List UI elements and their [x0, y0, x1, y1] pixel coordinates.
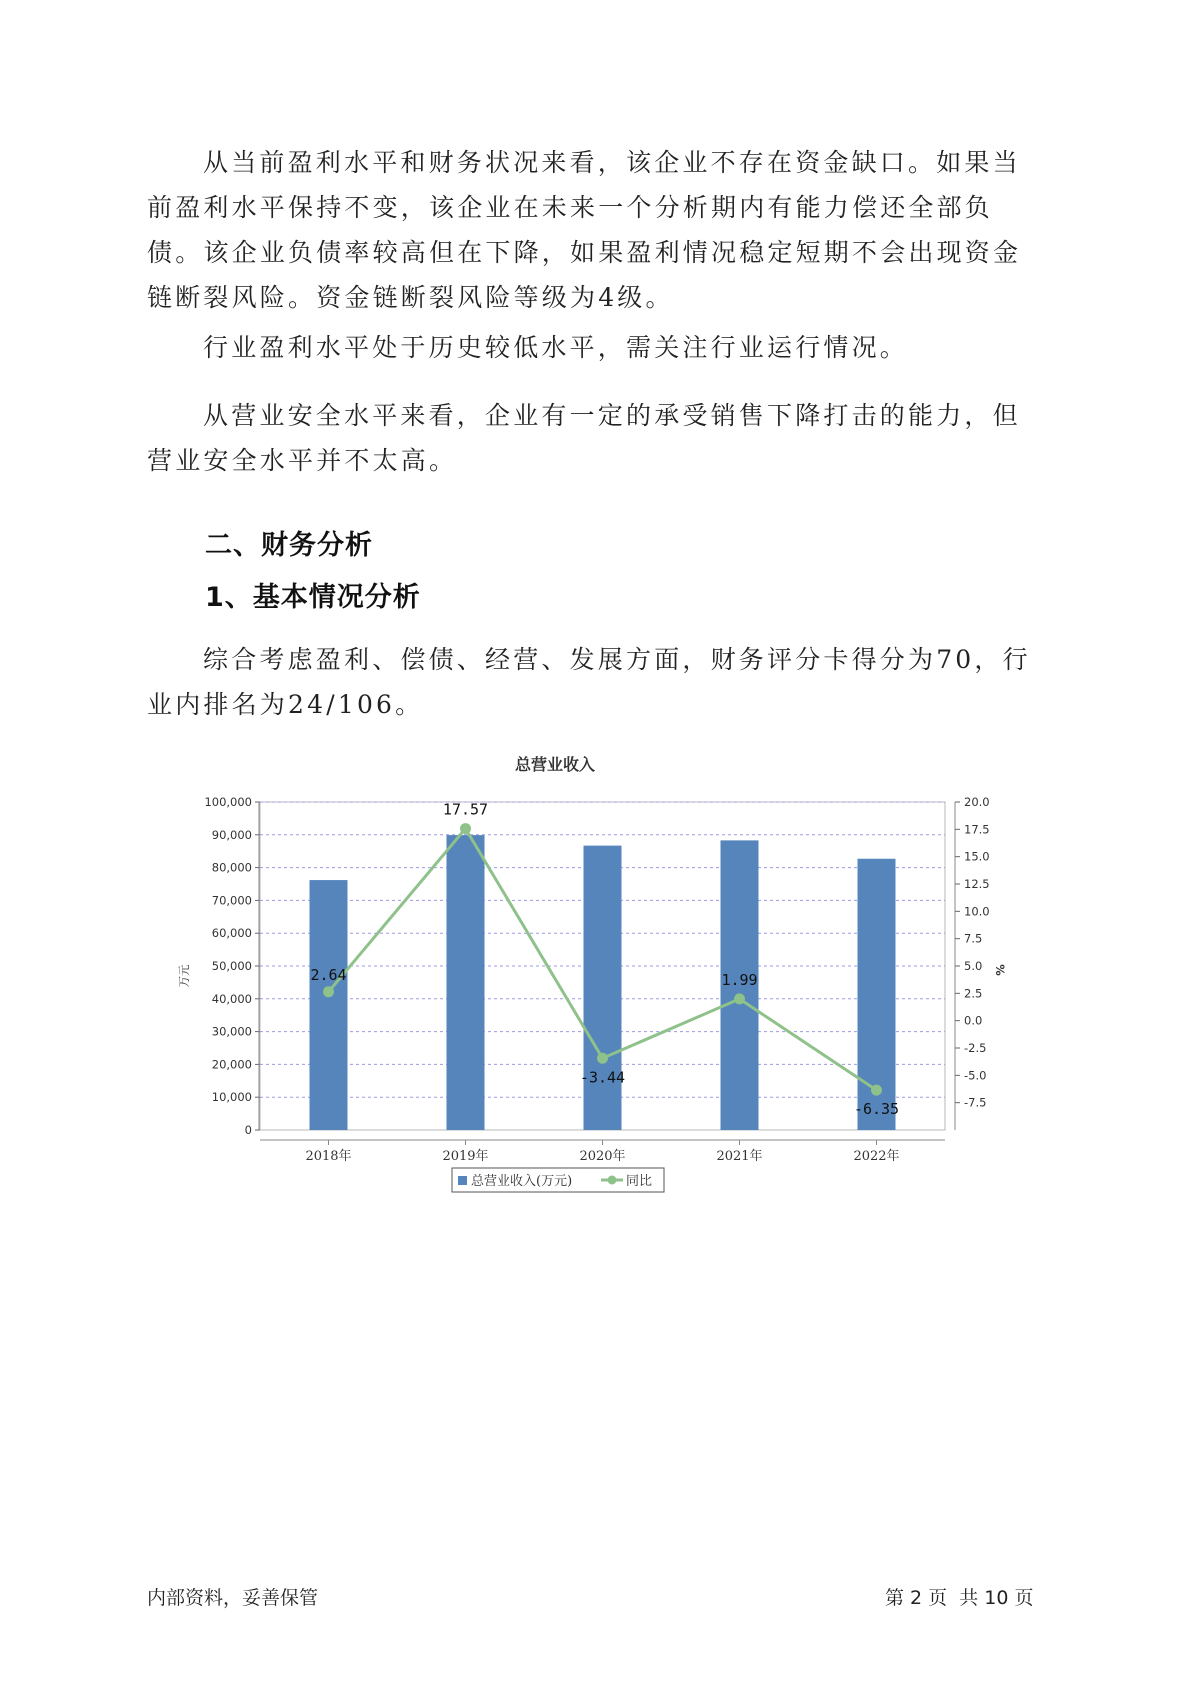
right-tick-label: -2.5: [964, 1041, 987, 1055]
right-tick-label: 5.0: [964, 959, 983, 973]
left-axis-title: 万元: [177, 964, 191, 988]
subsection-heading: 1、基本情况分析: [205, 582, 421, 613]
yoy-data-label: -3.44: [579, 1068, 626, 1087]
yoy-data-label: 2.64: [310, 965, 347, 984]
paragraph-industry-profit: [147, 325, 1047, 370]
bar-2018年: [310, 880, 348, 1130]
footer-confidential: 内部资料，妥善保管: [147, 1587, 319, 1609]
right-axis-title: %: [993, 964, 1007, 976]
right-tick-label: 12.5: [964, 877, 990, 891]
right-tick-label: -5.0: [964, 1068, 987, 1083]
section-heading: 二、财务分析: [205, 530, 373, 561]
x-tick-label: 2020年: [579, 1149, 626, 1164]
bar-2020年: [584, 846, 622, 1130]
revenue-chart-svg: [170, 748, 1010, 1208]
left-tick-label: 90,000: [211, 827, 252, 842]
left-tick-label: 70,000: [211, 893, 252, 908]
paragraph-capital-risk-text: 从当前盈利水平和财务状况来看，该企业不存在资金缺口。如果当前盈利水平保持不变，该企业在未来一个分析期内有能力偿还全部负债。该企业负债率较高但在下降，如果盈利情况稳定短期不会出现资金链断裂风险。资金链断裂风险等级为4级。: [147, 148, 1022, 312]
right-tick-label: 10.0: [964, 904, 990, 919]
paragraph-operating-safety-text: 从营业安全水平来看，企业有一定的承受销售下降打击的能力，但营业安全水平并不太高。: [147, 401, 1021, 475]
revenue-chart: [170, 748, 1010, 1208]
left-tick-label: 100,000: [204, 795, 252, 809]
legend-bar-label: 总营业收入(万元): [471, 1174, 573, 1189]
right-tick-label: 0.0: [964, 1013, 983, 1028]
yoy-data-label: 1.99: [721, 970, 758, 989]
legend-bar-swatch: [458, 1176, 467, 1185]
left-tick-label: 0: [244, 1123, 252, 1137]
paragraph-industry-profit-text: 行业盈利水平处于历史较低水平，需关注行业运行情况。: [203, 333, 909, 362]
paragraph-summary-text: 综合考虑盈利、偿债、经营、发展方面，财务评分卡得分为70，行业内排名为24/106。: [147, 645, 1031, 719]
right-tick-label: 2.5: [964, 986, 983, 1001]
left-tick-label: 20,000: [211, 1057, 252, 1072]
right-tick-label: 17.5: [964, 822, 990, 837]
legend-line-marker: [608, 1176, 617, 1185]
bar-2019年: [447, 835, 485, 1130]
right-tick-label: 15.0: [964, 849, 990, 864]
paragraph-capital-risk: [147, 140, 1047, 320]
left-tick-label: 30,000: [211, 1024, 252, 1039]
yoy-point: [460, 823, 471, 834]
x-tick-label: 2022年: [853, 1149, 900, 1164]
yoy-data-label: -6.35: [853, 1100, 900, 1119]
left-tick-label: 60,000: [211, 926, 252, 941]
chart-title: 总营业收入: [514, 755, 596, 774]
x-tick-label: 2021年: [716, 1149, 763, 1164]
yoy-point: [597, 1053, 608, 1064]
x-tick-label: 2018年: [305, 1149, 352, 1164]
left-tick-label: 50,000: [211, 959, 252, 973]
right-tick-label: 20.0: [964, 795, 990, 809]
right-tick-label: -7.5: [964, 1095, 987, 1110]
yoy-point: [323, 986, 334, 997]
legend-line-label: 同比: [626, 1174, 653, 1189]
x-tick-label: 2019年: [442, 1149, 489, 1164]
left-tick-label: 10,000: [211, 1090, 252, 1105]
paragraph-operating-safety: [147, 393, 1047, 483]
yoy-point: [871, 1085, 882, 1096]
right-tick-label: 7.5: [964, 931, 983, 946]
left-tick-label: 40,000: [211, 991, 252, 1006]
yoy-point: [734, 993, 745, 1004]
left-tick-label: 80,000: [211, 860, 252, 875]
yoy-data-label: 17.57: [442, 800, 489, 819]
footer-page-number: 第 2 页 共 10 页: [885, 1587, 1034, 1609]
paragraph-summary: [147, 637, 1047, 727]
